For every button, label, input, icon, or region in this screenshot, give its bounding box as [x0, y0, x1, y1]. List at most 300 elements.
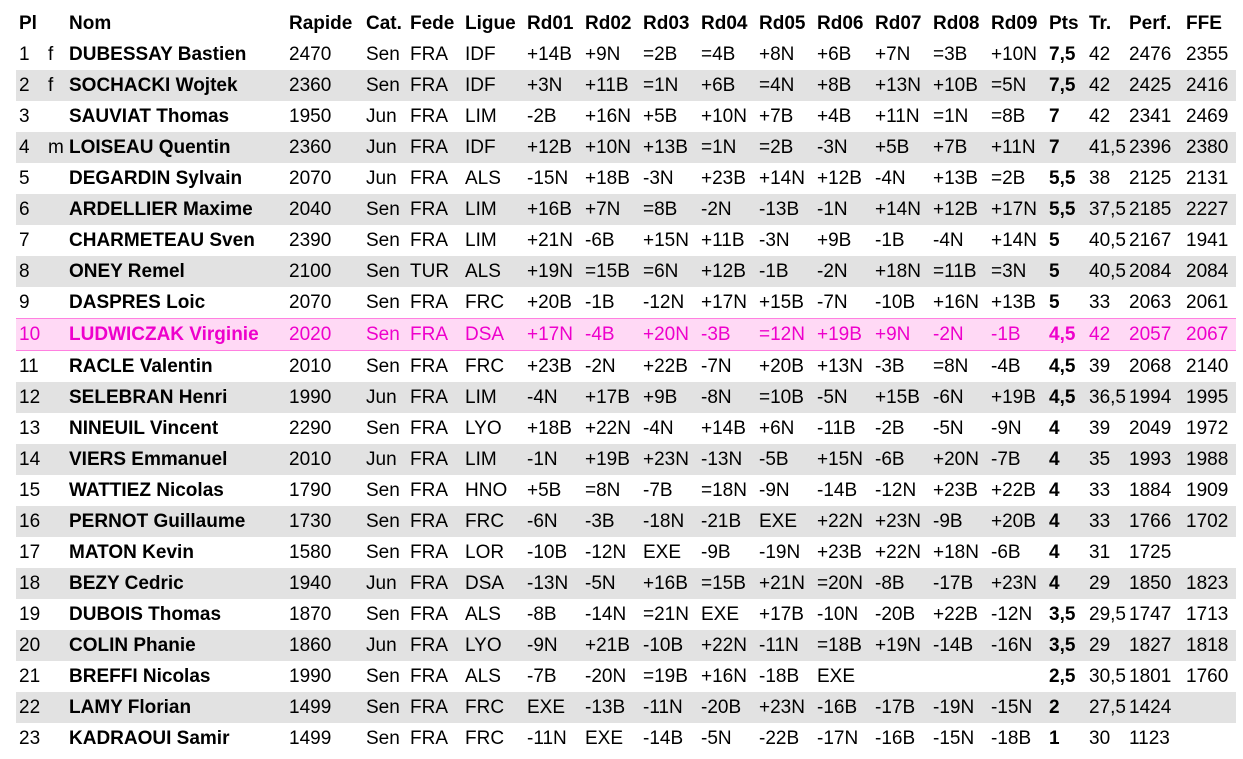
table-row — [16, 132, 1236, 163]
cell-ligue: ALS — [462, 163, 524, 194]
cell-rd02: +19B — [582, 444, 640, 475]
cell-tr: 40,5 — [1086, 256, 1126, 287]
cell-nom: NINEUIL Vincent — [66, 413, 286, 444]
cell-pts: 2 — [1046, 692, 1086, 723]
cell-rd08: -4N — [930, 225, 988, 256]
cell-rd05: +14N — [756, 163, 814, 194]
cell-tr: 39 — [1086, 351, 1126, 383]
cell-pl: 3 — [16, 101, 45, 132]
cell-rd02: +9N — [582, 39, 640, 70]
cell-rapide: 1730 — [286, 506, 363, 537]
cell-rd07: -2B — [872, 413, 930, 444]
cell-rd05: +15B — [756, 287, 814, 319]
cell-pts: 4 — [1046, 537, 1086, 568]
cell-rd05: -1B — [756, 256, 814, 287]
cell-cat: Jun — [363, 163, 407, 194]
cell-cat: Sen — [363, 661, 407, 692]
cell-sex — [45, 630, 66, 661]
table-row — [16, 225, 1236, 256]
cell-rd04: =15B — [698, 568, 756, 599]
cell-sex — [45, 599, 66, 630]
cell-rd02: +10N — [582, 132, 640, 163]
cell-rd04: +17N — [698, 287, 756, 319]
cell-rd07: +23N — [872, 506, 930, 537]
cell-tr: 42 — [1086, 70, 1126, 101]
cell-pts: 7 — [1046, 132, 1086, 163]
cell-rd08: +16N — [930, 287, 988, 319]
cell-nom: DEGARDIN Sylvain — [66, 163, 286, 194]
table-row — [16, 413, 1236, 444]
table-row — [16, 568, 1236, 599]
cell-rd06: -2N — [814, 256, 872, 287]
cell-rd03: EXE — [640, 537, 698, 568]
cell-rd03: -10B — [640, 630, 698, 661]
cell-rd05: +7B — [756, 101, 814, 132]
cell-rd02: =15B — [582, 256, 640, 287]
cell-tr: 33 — [1086, 475, 1126, 506]
cell-rd09: +23N — [988, 568, 1046, 599]
cell-rd04: -8N — [698, 382, 756, 413]
cell-rd02: +17B — [582, 382, 640, 413]
cell-rd03: =2B — [640, 39, 698, 70]
cell-rd01: +17N — [524, 319, 582, 351]
cell-rapide: 2010 — [286, 444, 363, 475]
cell-rd08: +12B — [930, 194, 988, 225]
cell-ffe: 1972 — [1183, 413, 1236, 444]
cell-cat: Sen — [363, 39, 407, 70]
cell-nom: BEZY Cedric — [66, 568, 286, 599]
cell-pl: 7 — [16, 225, 45, 256]
cell-perf: 1993 — [1126, 444, 1183, 475]
cell-cat: Jun — [363, 444, 407, 475]
cell-rd09: +11N — [988, 132, 1046, 163]
cell-rd06: -17N — [814, 723, 872, 754]
cell-nom: PERNOT Guillaume — [66, 506, 286, 537]
cell-pl: 10 — [16, 319, 45, 351]
cell-cat: Jun — [363, 132, 407, 163]
cell-rd02: +11B — [582, 70, 640, 101]
cell-rd07: -6B — [872, 444, 930, 475]
cell-sex: f — [45, 39, 66, 70]
cell-rd03: +16B — [640, 568, 698, 599]
cell-rd01: -13N — [524, 568, 582, 599]
cell-rd09: =8B — [988, 101, 1046, 132]
table-row — [16, 506, 1236, 537]
cell-fede: FRA — [407, 382, 462, 413]
cell-pl: 6 — [16, 194, 45, 225]
cell-perf: 2425 — [1126, 70, 1183, 101]
cell-pl: 20 — [16, 630, 45, 661]
cell-rapide: 1990 — [286, 382, 363, 413]
cell-rd09: =3N — [988, 256, 1046, 287]
cell-rapide: 2070 — [286, 163, 363, 194]
cell-rd06: +13N — [814, 351, 872, 383]
cell-fede: FRA — [407, 444, 462, 475]
cell-perf: 2068 — [1126, 351, 1183, 383]
cell-rd06: +22N — [814, 506, 872, 537]
cell-rd09: -4B — [988, 351, 1046, 383]
cell-ligue: LOR — [462, 537, 524, 568]
cell-perf: 1725 — [1126, 537, 1183, 568]
cell-pts: 4 — [1046, 475, 1086, 506]
cell-pts: 4 — [1046, 444, 1086, 475]
cell-rd05: +6N — [756, 413, 814, 444]
cell-cat: Sen — [363, 256, 407, 287]
cell-rd09: -9N — [988, 413, 1046, 444]
cell-rd05: EXE — [756, 506, 814, 537]
cell-rd04: +6B — [698, 70, 756, 101]
cell-rapide: 2360 — [286, 70, 363, 101]
cell-fede: FRA — [407, 101, 462, 132]
cell-fede: FRA — [407, 194, 462, 225]
cell-nom: CHARMETEAU Sven — [66, 225, 286, 256]
cell-pl: 12 — [16, 382, 45, 413]
cell-rd05: -9N — [756, 475, 814, 506]
cell-fede: FRA — [407, 599, 462, 630]
cell-rd03: -4N — [640, 413, 698, 444]
cell-cat: Sen — [363, 70, 407, 101]
table-row — [16, 661, 1236, 692]
cell-rd04: =1N — [698, 132, 756, 163]
cell-ligue: FRC — [462, 723, 524, 754]
table-row — [16, 39, 1236, 70]
cell-sex — [45, 568, 66, 599]
table-row — [16, 319, 1236, 351]
cell-rd07: +13N — [872, 70, 930, 101]
cell-rapide: 1499 — [286, 692, 363, 723]
cell-sex — [45, 256, 66, 287]
cell-ffe: 2140 — [1183, 351, 1236, 383]
cell-rd06: -5N — [814, 382, 872, 413]
cell-ligue: FRC — [462, 692, 524, 723]
cell-fede: FRA — [407, 661, 462, 692]
cell-rd05: +21N — [756, 568, 814, 599]
cell-rd07: +14N — [872, 194, 930, 225]
cell-rd02: +7N — [582, 194, 640, 225]
cell-rd05: -3N — [756, 225, 814, 256]
cell-rd02: EXE — [582, 723, 640, 754]
cell-rd04: +12B — [698, 256, 756, 287]
cell-rd03: =8B — [640, 194, 698, 225]
cell-perf: 2476 — [1126, 39, 1183, 70]
cell-rd01: -7B — [524, 661, 582, 692]
cell-rd06: +4B — [814, 101, 872, 132]
cell-rd08: -19N — [930, 692, 988, 723]
table-row — [16, 287, 1236, 319]
cell-rd07: +15B — [872, 382, 930, 413]
table-row — [16, 163, 1236, 194]
cell-rd04: +16N — [698, 661, 756, 692]
cell-perf: 2185 — [1126, 194, 1183, 225]
cell-perf: 2057 — [1126, 319, 1183, 351]
cell-pl: 9 — [16, 287, 45, 319]
cell-ffe — [1183, 537, 1236, 568]
cell-rd03: +9B — [640, 382, 698, 413]
cell-cat: Sen — [363, 537, 407, 568]
cell-ffe: 1909 — [1183, 475, 1236, 506]
cell-tr: 42 — [1086, 39, 1126, 70]
table-row — [16, 256, 1236, 287]
cell-pts: 7 — [1046, 101, 1086, 132]
cell-ligue: LIM — [462, 444, 524, 475]
cell-pl: 15 — [16, 475, 45, 506]
cell-ffe: 1760 — [1183, 661, 1236, 692]
cell-rd01: -15N — [524, 163, 582, 194]
cell-rd03: +5B — [640, 101, 698, 132]
cell-nom: ONEY Remel — [66, 256, 286, 287]
cell-rd06: EXE — [814, 661, 872, 692]
cell-rd06: -11B — [814, 413, 872, 444]
cell-rd04: -21B — [698, 506, 756, 537]
cell-rd08: -17B — [930, 568, 988, 599]
cell-rd02: -3B — [582, 506, 640, 537]
cell-rd02: -2N — [582, 351, 640, 383]
cell-rd05: +23N — [756, 692, 814, 723]
col-header-rd04: Rd04 — [701, 13, 748, 34]
cell-rd01: +5B — [524, 475, 582, 506]
cell-pts: 3,5 — [1046, 599, 1086, 630]
cell-nom: ARDELLIER Maxime — [66, 194, 286, 225]
cell-rd02: -1B — [582, 287, 640, 319]
cell-pl: 21 — [16, 661, 45, 692]
cell-rd03: -7B — [640, 475, 698, 506]
cell-rd09: +20B — [988, 506, 1046, 537]
cell-rd08: +18N — [930, 537, 988, 568]
cell-cat: Sen — [363, 319, 407, 351]
col-header-rd06: Rd06 — [817, 13, 864, 34]
cell-rd07: -3B — [872, 351, 930, 383]
cell-sex — [45, 101, 66, 132]
cell-tr: 41,5 — [1086, 132, 1126, 163]
cell-nom: RACLE Valentin — [66, 351, 286, 383]
cell-rapide: 1790 — [286, 475, 363, 506]
cell-rd02: -4B — [582, 319, 640, 351]
cell-rapide: 2470 — [286, 39, 363, 70]
cell-rd03: +20N — [640, 319, 698, 351]
cell-pts: 5 — [1046, 287, 1086, 319]
cell-rd01: +19N — [524, 256, 582, 287]
col-header-perf: Perf. — [1129, 13, 1172, 34]
cell-pts: 5,5 — [1046, 163, 1086, 194]
cell-ligue: LYO — [462, 413, 524, 444]
cell-rd01: -9N — [524, 630, 582, 661]
cell-rd08: =1N — [930, 101, 988, 132]
col-header-rd01: Rd01 — [527, 13, 574, 34]
cell-tr: 31 — [1086, 537, 1126, 568]
cell-tr: 30,5 — [1086, 661, 1126, 692]
cell-rd08: +13B — [930, 163, 988, 194]
cell-rd03: -18N — [640, 506, 698, 537]
cell-rd09 — [988, 661, 1046, 692]
cell-cat: Jun — [363, 382, 407, 413]
cell-perf: 2167 — [1126, 225, 1183, 256]
cell-pl: 19 — [16, 599, 45, 630]
cell-sex: f — [45, 70, 66, 101]
cell-ffe: 1818 — [1183, 630, 1236, 661]
cell-sex — [45, 225, 66, 256]
cell-rd09: -7B — [988, 444, 1046, 475]
cell-ligue: LIM — [462, 101, 524, 132]
cell-rapide: 1870 — [286, 599, 363, 630]
cell-tr: 38 — [1086, 163, 1126, 194]
cell-pl: 23 — [16, 723, 45, 754]
cell-tr: 30 — [1086, 723, 1126, 754]
cell-rapide: 2010 — [286, 351, 363, 383]
cell-fede: FRA — [407, 163, 462, 194]
cell-rd07: -16B — [872, 723, 930, 754]
cell-tr: 42 — [1086, 319, 1126, 351]
cell-nom: WATTIEZ Nicolas — [66, 475, 286, 506]
col-header-cat: Cat. — [366, 13, 402, 34]
cell-pts: 4 — [1046, 506, 1086, 537]
cell-rd08: +7B — [930, 132, 988, 163]
cell-rd06: +8B — [814, 70, 872, 101]
cell-cat: Jun — [363, 568, 407, 599]
cell-ffe: 2227 — [1183, 194, 1236, 225]
cell-rd06: -7N — [814, 287, 872, 319]
cell-pts: 4 — [1046, 413, 1086, 444]
cell-pl: 1 — [16, 39, 45, 70]
cell-pts: 1 — [1046, 723, 1086, 754]
cell-rd05: -11N — [756, 630, 814, 661]
cell-rd07: -4N — [872, 163, 930, 194]
table-row — [16, 382, 1236, 413]
cell-rd08: -6N — [930, 382, 988, 413]
cell-pts: 2,5 — [1046, 661, 1086, 692]
cell-ligue: ALS — [462, 661, 524, 692]
cell-rd08: -14B — [930, 630, 988, 661]
cell-ligue: DSA — [462, 319, 524, 351]
cell-rd09: -6B — [988, 537, 1046, 568]
cell-pts: 4,5 — [1046, 351, 1086, 383]
cell-rd07: +9N — [872, 319, 930, 351]
cell-rd09: =5N — [988, 70, 1046, 101]
cell-rd03: =19B — [640, 661, 698, 692]
cell-rd03: -14B — [640, 723, 698, 754]
cell-sex — [45, 506, 66, 537]
cell-rd01: EXE — [524, 692, 582, 723]
cell-rapide: 2040 — [286, 194, 363, 225]
cell-rd06: +6B — [814, 39, 872, 70]
col-header-fede: Fede — [410, 13, 455, 34]
cell-fede: FRA — [407, 39, 462, 70]
cell-rapide: 2070 — [286, 287, 363, 319]
cell-sex — [45, 692, 66, 723]
cell-rd02: =8N — [582, 475, 640, 506]
cell-rd02: -6B — [582, 225, 640, 256]
cell-perf: 2125 — [1126, 163, 1183, 194]
cell-rd04: -20B — [698, 692, 756, 723]
cell-ligue: FRC — [462, 351, 524, 383]
cell-ffe: 2067 — [1183, 319, 1236, 351]
cell-rd04: +23B — [698, 163, 756, 194]
cell-rd01: -6N — [524, 506, 582, 537]
cell-pts: 4,5 — [1046, 319, 1086, 351]
cell-rd08: +22B — [930, 599, 988, 630]
cell-rd05: =4N — [756, 70, 814, 101]
cell-perf: 2049 — [1126, 413, 1183, 444]
cell-tr: 37,5 — [1086, 194, 1126, 225]
cell-cat: Sen — [363, 475, 407, 506]
cell-rd08: +23B — [930, 475, 988, 506]
cell-pts: 5 — [1046, 225, 1086, 256]
cell-rd03: =21N — [640, 599, 698, 630]
cell-rd07: +19N — [872, 630, 930, 661]
cell-rapide: 1580 — [286, 537, 363, 568]
col-header-pl: Pl — [19, 13, 37, 34]
cell-ligue: IDF — [462, 132, 524, 163]
cell-rapide: 1499 — [286, 723, 363, 754]
cell-rd04: EXE — [698, 599, 756, 630]
cell-rd01: +14B — [524, 39, 582, 70]
cell-rd07: -10B — [872, 287, 930, 319]
cell-nom: SELEBRAN Henri — [66, 382, 286, 413]
table-row — [16, 351, 1236, 383]
cell-rd01: +12B — [524, 132, 582, 163]
cell-rd01: -1N — [524, 444, 582, 475]
cell-ffe: 2416 — [1183, 70, 1236, 101]
cell-rd09: +22B — [988, 475, 1046, 506]
col-header-rd07: Rd07 — [875, 13, 922, 34]
cell-sex — [45, 723, 66, 754]
cell-fede: FRA — [407, 287, 462, 319]
cell-rd07: +22N — [872, 537, 930, 568]
cell-rd08: -2N — [930, 319, 988, 351]
cell-fede: FRA — [407, 225, 462, 256]
cell-pl: 2 — [16, 70, 45, 101]
cell-sex — [45, 351, 66, 383]
cell-sex: m — [45, 132, 66, 163]
cell-rd09: -15N — [988, 692, 1046, 723]
cell-rd02: +16N — [582, 101, 640, 132]
cell-ligue: LIM — [462, 194, 524, 225]
cell-rd01: +3N — [524, 70, 582, 101]
cell-rd08: =8N — [930, 351, 988, 383]
cell-rd03: +13B — [640, 132, 698, 163]
table-row — [16, 537, 1236, 568]
cell-rd08: +10B — [930, 70, 988, 101]
cell-ligue: ALS — [462, 256, 524, 287]
cell-rd04: +22N — [698, 630, 756, 661]
cell-rd03: -11N — [640, 692, 698, 723]
cell-perf: 1424 — [1126, 692, 1183, 723]
cell-rd07: -8B — [872, 568, 930, 599]
table-row — [16, 692, 1236, 723]
cell-rd09: +19B — [988, 382, 1046, 413]
cell-pts: 5,5 — [1046, 194, 1086, 225]
cell-rd08: +20N — [930, 444, 988, 475]
cell-perf: 1766 — [1126, 506, 1183, 537]
cell-rd05: +17B — [756, 599, 814, 630]
cell-pl: 5 — [16, 163, 45, 194]
cell-rd08: -9B — [930, 506, 988, 537]
cell-nom: SAUVIAT Thomas — [66, 101, 286, 132]
cell-ffe: 1713 — [1183, 599, 1236, 630]
cell-tr: 35 — [1086, 444, 1126, 475]
cell-pts: 3,5 — [1046, 630, 1086, 661]
cell-ligue: LIM — [462, 225, 524, 256]
cell-rd04: -13N — [698, 444, 756, 475]
cell-cat: Sen — [363, 599, 407, 630]
cell-tr: 36,5 — [1086, 382, 1126, 413]
cell-rd01: -8B — [524, 599, 582, 630]
cell-tr: 33 — [1086, 287, 1126, 319]
cell-fede: FRA — [407, 413, 462, 444]
cell-rd04: -9B — [698, 537, 756, 568]
cell-rd01: +20B — [524, 287, 582, 319]
col-header-sex — [45, 8, 66, 39]
cell-sex — [45, 413, 66, 444]
